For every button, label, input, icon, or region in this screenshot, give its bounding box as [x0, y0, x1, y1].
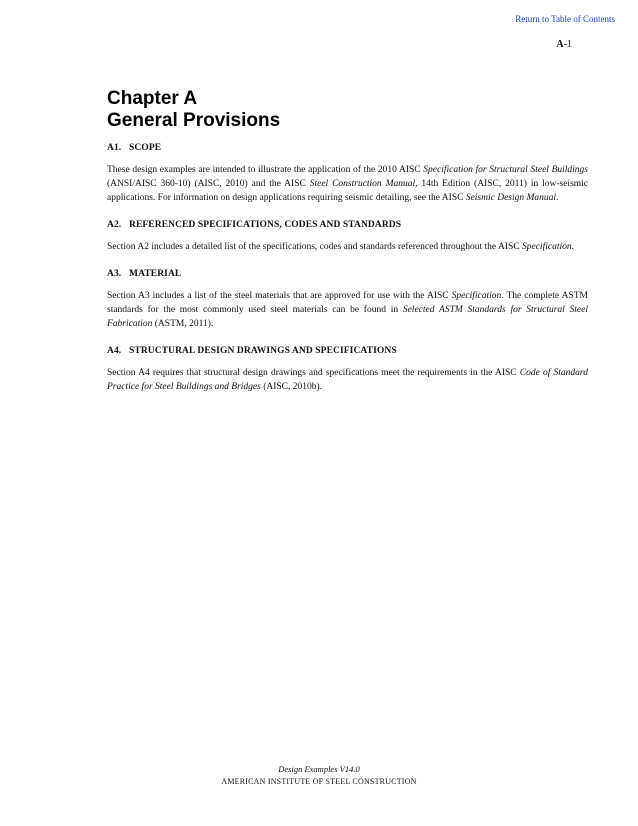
section-title: MATERIAL: [129, 269, 182, 279]
section-title: REFERENCED SPECIFICATIONS, CODES AND STANDARDS: [129, 220, 402, 230]
section-a4-paragraph: [107, 366, 588, 394]
section-a1-paragraph: [107, 163, 588, 205]
chapter-title: [107, 88, 588, 132]
section-heading-a4: [107, 346, 588, 356]
footer-edition: Design Examples V14.0: [278, 764, 360, 774]
section-number: A2.: [107, 220, 122, 230]
text-run: .: [556, 193, 559, 203]
section-a2-paragraph: [107, 240, 588, 254]
footer-publisher: AMERICAN INSTITUTE OF STEEL CONSTRUCTION: [221, 777, 417, 786]
text-run: , 14th Edition (AISC, 2011) in low-seismic applications. For information on design applications requiring seismic detailing, see the AISC: [107, 179, 589, 203]
text-run: Section A2 includes a detailed list of the specifications, codes and standards referenced throughout the AISC: [107, 242, 522, 252]
section-heading-a1: [107, 143, 588, 153]
section-number: A3.: [107, 269, 122, 279]
page-footer: [0, 764, 638, 786]
italic-title: Steel Construction Manual: [309, 179, 416, 189]
return-to-toc-link[interactable]: Return to Table of Contents: [515, 14, 615, 24]
italic-title: Specification for Structural Steel Buildings: [423, 165, 588, 175]
section-heading-a2: [107, 220, 588, 230]
chapter-title-line1: Chapter A: [107, 88, 198, 109]
text-run: (AISC, 2010b).: [260, 382, 323, 392]
section-number: A4.: [107, 346, 122, 356]
chapter-title-line2: General Provisions: [107, 110, 281, 131]
page-number-suffix: -1: [563, 39, 572, 50]
section-a3-paragraph: [107, 289, 588, 331]
italic-title: Selected ASTM Standards for Structural Steel Fabrication: [107, 305, 588, 329]
italic-title: Specification: [451, 291, 502, 301]
text-run: Section A3 includes a list of the steel materials that are approved for use with the AISC: [107, 291, 452, 301]
section-heading-a3: [107, 269, 588, 279]
text-run: (ASTM, 2011).: [152, 319, 214, 329]
text-run: (ANSI/AISC 360-10) (AISC, 2010) and the AISC: [107, 179, 310, 189]
italic-title: Seismic Design Manual: [465, 193, 557, 203]
section-number: A1.: [107, 143, 122, 153]
page-content: [107, 88, 588, 409]
page-number: [556, 39, 572, 50]
text-run: . The complete ASTM standards for the most commonly used steel materials can be found in: [107, 291, 588, 315]
section-title: SCOPE: [129, 143, 162, 153]
italic-title: Specification: [522, 242, 572, 252]
page-number-prefix: A: [556, 39, 564, 50]
italic-title: Code of Standard Practice for Steel Buildings and Bridges: [107, 368, 588, 392]
text-run: These design examples are intended to illustrate the application of the 2010 AISC: [107, 165, 424, 175]
text-run: .: [571, 242, 574, 252]
section-title: STRUCTURAL DESIGN DRAWINGS AND SPECIFICATIONS: [129, 346, 397, 356]
text-run: Section A4 requires that structural design drawings and specifications meet the requirements in the AISC: [107, 368, 520, 378]
